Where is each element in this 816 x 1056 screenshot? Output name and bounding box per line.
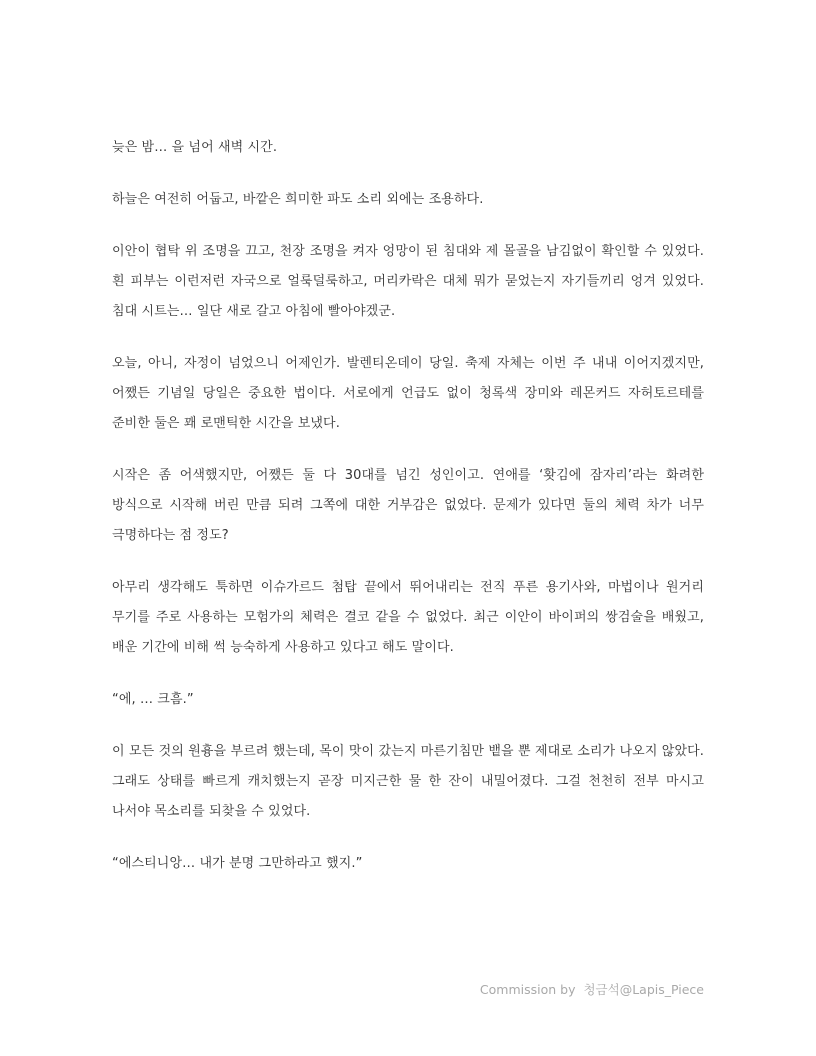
paragraph: 하늘은 여전히 어둡고, 바깥은 희미한 파도 소리 외에는 조용하다. [112, 192, 484, 207]
dialogue-line: “에스티니앙… 내가 분명 그만하라고 했지.” [112, 856, 363, 871]
paragraph: 이 모든 것의 원흉을 부르려 했는데, 목이 맛이 갔는지 마른기침만 뱉을 뿐 제대로 소리가 나오지 않았다. 그래도 상태를 빠르게 캐치했는지 곧장 미지근한 물 한 잔이 내밀어졌다. 그걸 천천히 전부 마시고 나서야 목소리를 되찾을 수 있었다. [112, 744, 704, 819]
paragraph: 아무리 생각해도 툭하면 이슈가르드 첨탑 끝에서 뛰어내리는 전직 푸른 용기사와, 마법이나 원거리 무기를 주로 사용하는 모험가의 체력은 결코 같을 수 없었다. 최근 이안이 바이퍼의 쌍검술을 배웠고, 배운 기간에 비해 썩 능숙하게 사용하고 있다고 해도 말이다. [112, 580, 704, 655]
paragraph: 오늘, 아니, 자정이 넘었으니 어제인가. 발렌티온데이 당일. 축제 자체는 이번 주 내내 이어지겠지만, 어쨌든 기념일 당일은 중요한 법이다. 서로에게 언급도 없이 청록색 장미와 레몬커드 자허토르테를 준비한 둘은 꽤 로맨틱한 시간을 보냈다. [112, 356, 704, 431]
dialogue-line: “에, … 크흠.” [112, 692, 194, 707]
commission-credit [480, 980, 704, 998]
commission-label: Commission by [479, 982, 576, 997]
paragraph: 늦은 밤… 을 넘어 새벽 시간. [112, 140, 278, 155]
paragraph: 시작은 좀 어색했지만, 어쨌든 둘 다 30대를 넘긴 성인이고. 연애를 ‘홧김에 잠자리’라는 화려한 방식으로 시작해 버린 만큼 되려 그쪽에 대한 거부감은 없었다. 문제가 있다면 둘의 체력 차가 너무 극명하다는 점 정도? [112, 468, 704, 543]
commission-author: 청금석@Lapis_Piece [583, 982, 704, 997]
paragraph: 이안이 협탁 위 조명을 끄고, 천장 조명을 켜자 엉망이 된 침대와 제 몰골을 남김없이 확인할 수 있었다. 흰 피부는 이런저런 자국으로 얼룩덜룩하고, 머리카락은 대체 뭐가 묻었는지 자기들끼리 엉겨 있었다. 침대 시트는… 일단 새로 갈고 아침에 빨아야겠군. [112, 244, 704, 319]
document-body [112, 133, 704, 901]
